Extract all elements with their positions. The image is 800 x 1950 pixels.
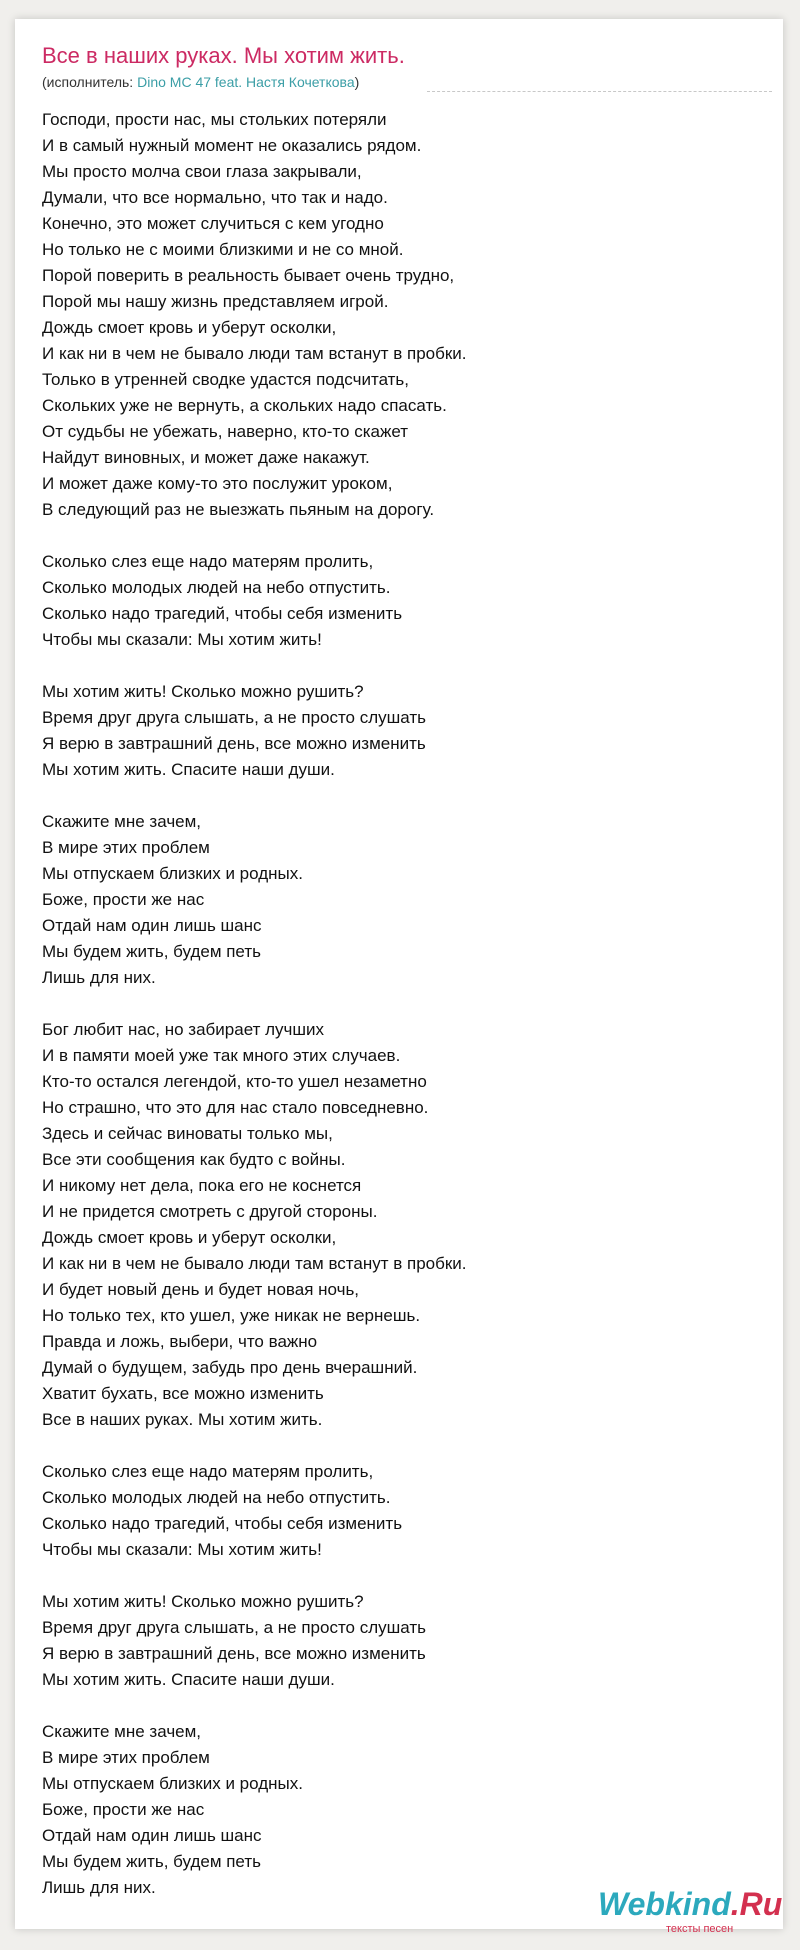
lyrics-line: Скажите мне зачем, — [42, 812, 202, 831]
lyrics-line: Господи, прости нас, мы стольких потеряли — [42, 110, 387, 129]
lyrics-line: Сколько надо трагедий, чтобы себя изменить — [42, 1514, 403, 1533]
lyrics-line: Боже, прости же нас — [42, 890, 205, 909]
lyrics-line: Бог любит нас, но забирает лучших — [42, 1020, 325, 1039]
lyrics-card — [15, 19, 783, 1935]
lyrics-line: Скажите мне зачем, — [42, 1722, 202, 1741]
lyrics-line: В мире этих проблем — [42, 838, 210, 857]
lyrics-line: В мире этих проблем — [42, 1748, 210, 1767]
lyrics-line: Я верю в завтрашний день, все можно изменить — [42, 734, 426, 753]
lyrics-line: Порой мы нашу жизнь представляем игрой. — [42, 292, 389, 311]
lyrics-line: И не придется смотреть с другой стороны. — [42, 1202, 378, 1221]
lyrics-line: Здесь и сейчас виноваты только мы, — [42, 1124, 333, 1143]
lyrics-line: Чтобы мы сказали: Мы хотим жить! — [42, 630, 322, 649]
song-subtitle — [42, 73, 359, 91]
site-logo[interactable] — [598, 1886, 783, 1935]
lyrics-line: И может даже кому-то это послужит уроком, — [42, 474, 393, 493]
lyrics-line: Правда и ложь, выбери, что важно — [42, 1332, 318, 1351]
lyrics-line: Но только не с моими близкими и не со мной. — [42, 240, 404, 259]
lyrics-line: Боже, прости же нас — [42, 1800, 205, 1819]
lyrics-line: Дождь смоет кровь и уберут осколки, — [42, 318, 337, 337]
lyrics-line: Сколько слез еще надо матерям пролить, — [42, 552, 374, 571]
lyrics-stanza — [42, 107, 762, 523]
lyrics-line: Думали, что все нормально, что так и надо. — [42, 188, 388, 207]
lyrics-line: Я верю в завтрашний день, все можно изменить — [42, 1644, 426, 1663]
lyrics-line: Найдут виновных, и может даже накажут. — [42, 448, 370, 467]
lyrics-line: И в самый нужный момент не оказались рядом. — [42, 136, 422, 155]
lyrics-line: Мы хотим жить! Сколько можно рушить? — [42, 1592, 364, 1611]
lyrics-line: Мы хотим жить. Спасите наши души. — [42, 1670, 335, 1689]
lyrics-line: Мы будем жить, будем петь — [42, 942, 261, 961]
lyrics-line: Сколько слез еще надо матерям пролить, — [42, 1462, 374, 1481]
lyrics-line: Но только тех, кто ушел, уже никак не вернешь. — [42, 1306, 421, 1325]
lyrics-line: Все в наших руках. Мы хотим жить. — [42, 1410, 323, 1429]
logo-tagline: тексты песен — [666, 1923, 734, 1935]
song-title: Все в наших руках. Мы хотим жить. — [42, 43, 405, 68]
lyrics-line: Порой поверить в реальность бывает очень трудно, — [42, 266, 455, 285]
lyrics-line: Отдай нам один лишь шанс — [42, 1826, 262, 1845]
lyrics-line: Мы просто молча свои глаза закрывали, — [42, 162, 362, 181]
lyrics-line: Лишь для них. — [42, 1878, 156, 1897]
lyrics-line: И как ни в чем не бывало люди там встанут в пробки. — [42, 1254, 467, 1273]
lyrics-line: Скольких уже не вернуть, а скольких надо спасать. — [42, 396, 447, 415]
lyrics-line: Но страшно, что это для нас стало повседневно. — [42, 1098, 429, 1117]
lyrics-line: Только в утренней сводке удастся подсчитать, — [42, 370, 410, 389]
artist-link[interactable]: Dino MC 47 feat. Настя Кочеткова — [137, 74, 355, 90]
lyrics-line: Сколько молодых людей на небо отпустить. — [42, 578, 391, 597]
lyrics-line: Мы отпускаем близких и родных. — [42, 1774, 303, 1793]
lyrics-line: Отдай нам один лишь шанс — [42, 916, 262, 935]
lyrics-line: Чтобы мы сказали: Мы хотим жить! — [42, 1540, 322, 1559]
lyrics-stanza — [42, 549, 762, 653]
lyrics-line: Лишь для них. — [42, 968, 156, 987]
artist-suffix: ) — [354, 74, 360, 90]
lyrics-line: От судьбы не убежать, наверно, кто-то скажет — [42, 422, 409, 441]
lyrics-line: Время друг друга слышать, а не просто слушать — [42, 1618, 427, 1637]
lyrics-stanza — [42, 1589, 762, 1693]
logo-wordmark — [598, 1887, 782, 1921]
lyrics-stanza — [42, 679, 762, 783]
lyrics-line: Хватит бухать, все можно изменить — [42, 1384, 324, 1403]
lyrics-line: Сколько надо трагедий, чтобы себя изменить — [42, 604, 403, 623]
lyrics-line: Все эти сообщения как будто с войны. — [42, 1150, 346, 1169]
lyrics-stanza — [42, 1459, 762, 1563]
header-divider — [427, 91, 772, 92]
logo-tld: .Ru — [730, 1886, 783, 1922]
lyrics-line: И будет новый день и будет новая ночь, — [42, 1280, 360, 1299]
lyrics-line: Конечно, это может случиться с кем угодно — [42, 214, 384, 233]
lyrics-stanza — [42, 809, 762, 991]
lyrics-line: Дождь смоет кровь и уберут осколки, — [42, 1228, 337, 1247]
lyrics-stanza — [42, 1719, 762, 1901]
lyrics-line: Мы будем жить, будем петь — [42, 1852, 261, 1871]
lyrics-line: Сколько молодых людей на небо отпустить. — [42, 1488, 391, 1507]
lyrics-line: Мы хотим жить. Спасите наши души. — [42, 760, 335, 779]
lyrics-line: Думай о будущем, забудь про день вчерашний. — [42, 1358, 418, 1377]
lyrics-line: И как ни в чем не бывало люди там встанут в пробки. — [42, 344, 467, 363]
artist-prefix: (исполнитель: — [42, 74, 138, 90]
lyrics-line: И никому нет дела, пока его не коснется — [42, 1176, 362, 1195]
lyrics-line: В следующий раз не выезжать пьяным на дорогу. — [42, 500, 435, 519]
lyrics-line: И в памяти моей уже так много этих случаев. — [42, 1046, 401, 1065]
lyrics-line: Кто-то остался легендой, кто-то ушел незаметно — [42, 1072, 427, 1091]
lyrics-line: Мы отпускаем близких и родных. — [42, 864, 303, 883]
lyrics-text — [42, 107, 762, 1901]
lyrics-stanza — [42, 1017, 762, 1433]
lyrics-line: Мы хотим жить! Сколько можно рушить? — [42, 682, 364, 701]
lyrics-line: Время друг друга слышать, а не просто слушать — [42, 708, 427, 727]
logo-name: Webkind — [598, 1886, 731, 1922]
